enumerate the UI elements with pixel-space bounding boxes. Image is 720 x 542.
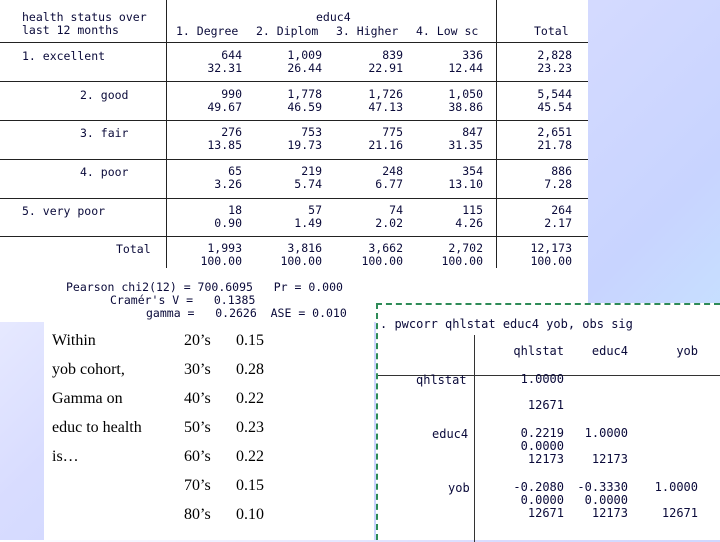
row-label: 1. excellent [22,49,106,63]
tab-cell: 1,050 [448,87,483,101]
row-label: 3. fair [80,126,129,140]
cohort-gamma-value: 0.10 [236,506,264,523]
tab-cell-percent: 32.31 [207,61,242,75]
tab-cell-percent: 13.10 [448,177,483,191]
tab-cell-percent: 22.91 [368,61,403,75]
pw-cell: 0.0000 [520,439,564,453]
cohort-label: 30’s [184,361,211,378]
tab-cell: 753 [301,125,322,139]
pw-cell: 0.0000 [520,493,564,507]
column-variable-label: educ4 [316,10,351,24]
pw-cell: 12173 [591,452,628,466]
pw-cell: 1.0000 [520,372,564,386]
tab-cell: 1,726 [368,87,403,101]
pw-col-header: educ4 [591,344,628,358]
pw-cell: 12671 [527,506,564,520]
cohort-label: 20’s [184,332,211,349]
cramers-v-stat: Cramér's V = 0.1385 [110,293,256,307]
pw-cell: -0.2080 [513,480,564,494]
tab-cell-percent: 13.85 [207,138,242,152]
cohort-gamma-value: 0.22 [236,390,264,407]
tab-cell-percent: 100.00 [530,254,572,268]
cohort-gamma-value: 0.15 [236,477,264,494]
tab-cell-percent: 2.02 [375,216,403,230]
tab-cell-percent: 49.67 [207,100,242,114]
tab-cell-percent: 21.78 [537,138,572,152]
tab-cell: 248 [382,164,403,178]
tab-cell-percent: 2.17 [544,216,572,230]
tab-cell: 847 [462,125,483,139]
pw-col-header: qhlstat [513,344,564,358]
tab-cell: 2,651 [537,125,572,139]
tab-cell: 336 [462,48,483,62]
tab-cell: 74 [389,203,403,217]
tab-row-rule [0,159,588,160]
col-header-2: 2. Diplom [256,24,319,38]
tab-cell: 1,009 [287,48,322,62]
gamma-text-line: Gamma on [52,390,123,407]
tab-cell: 3,662 [368,241,403,255]
row-label: 5. very poor [22,204,106,218]
cohort-gamma-value: 0.28 [236,361,264,378]
pw-row-label: educ4 [432,427,469,441]
pw-vertical-divider [474,335,475,542]
gamma-stat: gamma = 0.2626 ASE = 0.010 [146,306,347,320]
tab-row-rule [0,198,588,199]
pw-cell: 0.2219 [520,426,564,440]
cohort-gamma-value: 0.15 [236,332,264,349]
pw-cell: 0.0000 [584,493,628,507]
tab-cell-percent: 31.35 [448,138,483,152]
tab-cell-percent: 100.00 [200,254,242,268]
tab-cell: 644 [221,48,242,62]
tab-vertical-divider-total [496,0,497,268]
tab-cell-percent: 4.26 [455,216,483,230]
cohort-gamma-value: 0.23 [236,419,264,436]
tab-cell: 1,993 [207,241,242,255]
cohort-label: 50’s [184,419,211,436]
tab-cell-percent: 6.77 [375,177,403,191]
tab-cell: 18 [228,203,242,217]
cohort-label: 60’s [184,448,211,465]
tab-cell: 264 [551,203,572,217]
tab-cell: 115 [462,203,483,217]
tab-cell-percent: 12.44 [448,61,483,75]
tab-cell: 5,544 [537,87,572,101]
tab-cell-percent: 47.13 [368,100,403,114]
pw-row-label: yob [448,481,470,495]
row-variable-label: health status over [22,10,147,24]
gamma-by-cohort [44,322,374,540]
gamma-text-line: is… [52,448,79,465]
tab-vertical-divider [166,0,167,268]
tab-row-rule [0,236,588,237]
tab-cell: 65 [228,164,242,178]
tab-cell-percent: 23.23 [537,61,572,75]
gamma-text-line: educ to health [52,419,142,436]
cohort-gamma-value: 0.22 [236,448,264,465]
gamma-text-line: Within [52,332,96,349]
tab-cell: 276 [221,125,242,139]
pwcorr-command: . pwcorr qhlstat educ4 yob, obs sig [380,317,633,331]
tab-row-rule [0,120,588,121]
cohort-label: 80’s [184,506,211,523]
cohort-label: 40’s [184,390,211,407]
tab-cell-percent: 1.49 [294,216,322,230]
col-header-1: 1. Degree [176,24,239,38]
pw-cell: 12671 [527,398,564,412]
tab-cell-percent: 3.26 [214,177,242,191]
pw-cell: -0.3330 [577,480,628,494]
tab-cell-percent: 19.73 [287,138,322,152]
tab-cell-percent: 26.44 [287,61,322,75]
tab-header-rule [0,42,588,43]
tab-cell: 775 [382,125,403,139]
col-header-4: 4. Low sc [416,24,479,38]
pw-cell: 12671 [661,506,698,520]
tab-cell: 57 [308,203,322,217]
tab-cell-percent: 100.00 [280,254,322,268]
tab-cell: 12,173 [530,241,572,255]
row-variable-label-2: last 12 months [22,23,119,37]
tab-cell-percent: 5.74 [294,177,322,191]
tab-cell: 839 [382,48,403,62]
chi2-stat: Pearson chi2(12) = 700.6095 Pr = 0.000 [66,280,343,294]
tab-cell-percent: 38.86 [448,100,483,114]
pw-cell: 12173 [591,506,628,520]
tab-cell: 2,828 [537,48,572,62]
tab-cell-percent: 46.59 [287,100,322,114]
row-label-total: Total [116,242,151,256]
pw-row-label: qhlstat [416,373,467,387]
tab-cell-percent: 45.54 [537,100,572,114]
pw-cell: 1.0000 [654,480,698,494]
pw-col-header: yob [676,344,698,358]
col-header-total: Total [534,24,569,38]
row-label: 4. poor [80,165,129,179]
cohort-label: 70’s [184,477,211,494]
tab-row-rule [0,81,588,82]
tab-cell-percent: 100.00 [441,254,483,268]
pw-cell: 1.0000 [584,426,628,440]
pwcorr-output [376,303,720,540]
tab-cell: 886 [551,164,572,178]
tabulation-output [0,0,588,322]
row-label: 2. good [80,88,129,102]
pw-cell: 12173 [527,452,564,466]
tab-cell: 354 [462,164,483,178]
tab-cell: 219 [301,164,322,178]
col-header-3: 3. Higher [336,24,399,38]
tab-cell: 3,816 [287,241,322,255]
tab-cell-percent: 0.90 [214,216,242,230]
gamma-text-line: yob cohort, [52,361,125,378]
tab-cell: 2,702 [448,241,483,255]
tab-cell-percent: 21.16 [368,138,403,152]
tab-cell: 990 [221,87,242,101]
tab-cell-percent: 7.28 [544,177,572,191]
tab-cell: 1,778 [287,87,322,101]
tab-cell-percent: 100.00 [361,254,403,268]
